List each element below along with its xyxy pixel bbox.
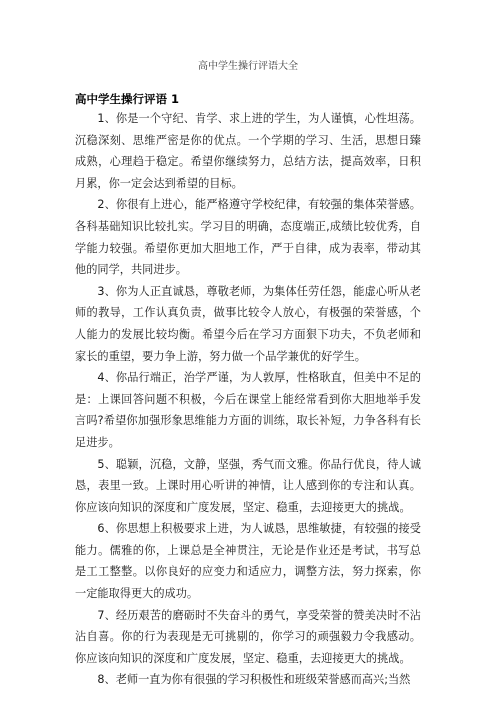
comment-paragraph-2: 2、你很有上进心，能严格遵守学校纪律，有较强的集体荣誉感。各科基础知识比较扎实。学习目的明确，态度端正,成绩比较优秀，自学能力较强。希望你更加大胆地工作，严于自律，成为表率，带动其他的同学，共同进步。 xyxy=(75,198,421,277)
section-heading: 高中学生操行评语 1 xyxy=(75,92,180,106)
document-title: 高中学生操行评语大全 xyxy=(198,61,298,72)
comment-paragraph-7: 7、经历艰苦的磨砺时不失奋斗的勇气，享受荣誉的赞美决时不沾沾自喜。你的行为表现是无可挑剔的，你学习的顽强毅力令我感动。你应该向知识的深度和广度发展，坚定、稳重，去迎接更大的挑战。 xyxy=(75,608,421,665)
document-body xyxy=(75,90,421,691)
comment-paragraph-8: 8、老师一直为你有很强的学习积极性和班级荣誉感而高兴;当然 xyxy=(97,673,411,687)
comment-paragraph-6: 6、你思想上积极要求上进，为人诚恳，思维敏捷，有较强的接受能力。儒雅的你，上课总是全神贯注，无论是作业还是考试，书写总是工工整整。以你良好的应变力和适应力，调整方法，努力探索，你一定能取得更大的成功。 xyxy=(75,522,421,601)
comment-paragraph-4: 4、你品行端正，治学严谨，为人敦厚，性格耿直，但美中不足的是：上课回答问题不积极，今后在课堂上能经常看到你大胆地举手发言吗?希望你加强形象思维能力方面的训练，取长补短，力争各科有长足进步。 xyxy=(75,371,421,449)
comment-paragraph-1: 1、你是一个守纪、肯学、求上进的学生，为人谨慎，心性坦荡。沉稳深刻、思维严密是你的优点。一个学期的学习、生活，思想日臻成熟，心理趋于稳定。希望你继续努力，总结方法，提高效率，日积月累，你一定会达到希望的目标。 xyxy=(75,112,421,190)
comment-paragraph-5: 5、聪颖，沉稳，文静，坚强，秀气而文雅。你品行优良，待人诚恳，表里一致。上课时用心听讲的神情，让人感到你的专注和认真。你应该向知识的深度和广度发展，坚定、稳重，去迎接更大的挑战。 xyxy=(75,457,421,514)
comment-paragraph-3: 3、你为人正直诚恳，尊敬老师，为集体任劳任怨，能虚心听从老师的教导，工作认真负责，做事比较令人放心，有极强的荣誉感，个人能力的发展比较均衡。希望今后在学习方面狠下功夫，不负老师和家长的重望，要力争上游，努力做一个品学兼优的好学生。 xyxy=(75,284,421,363)
